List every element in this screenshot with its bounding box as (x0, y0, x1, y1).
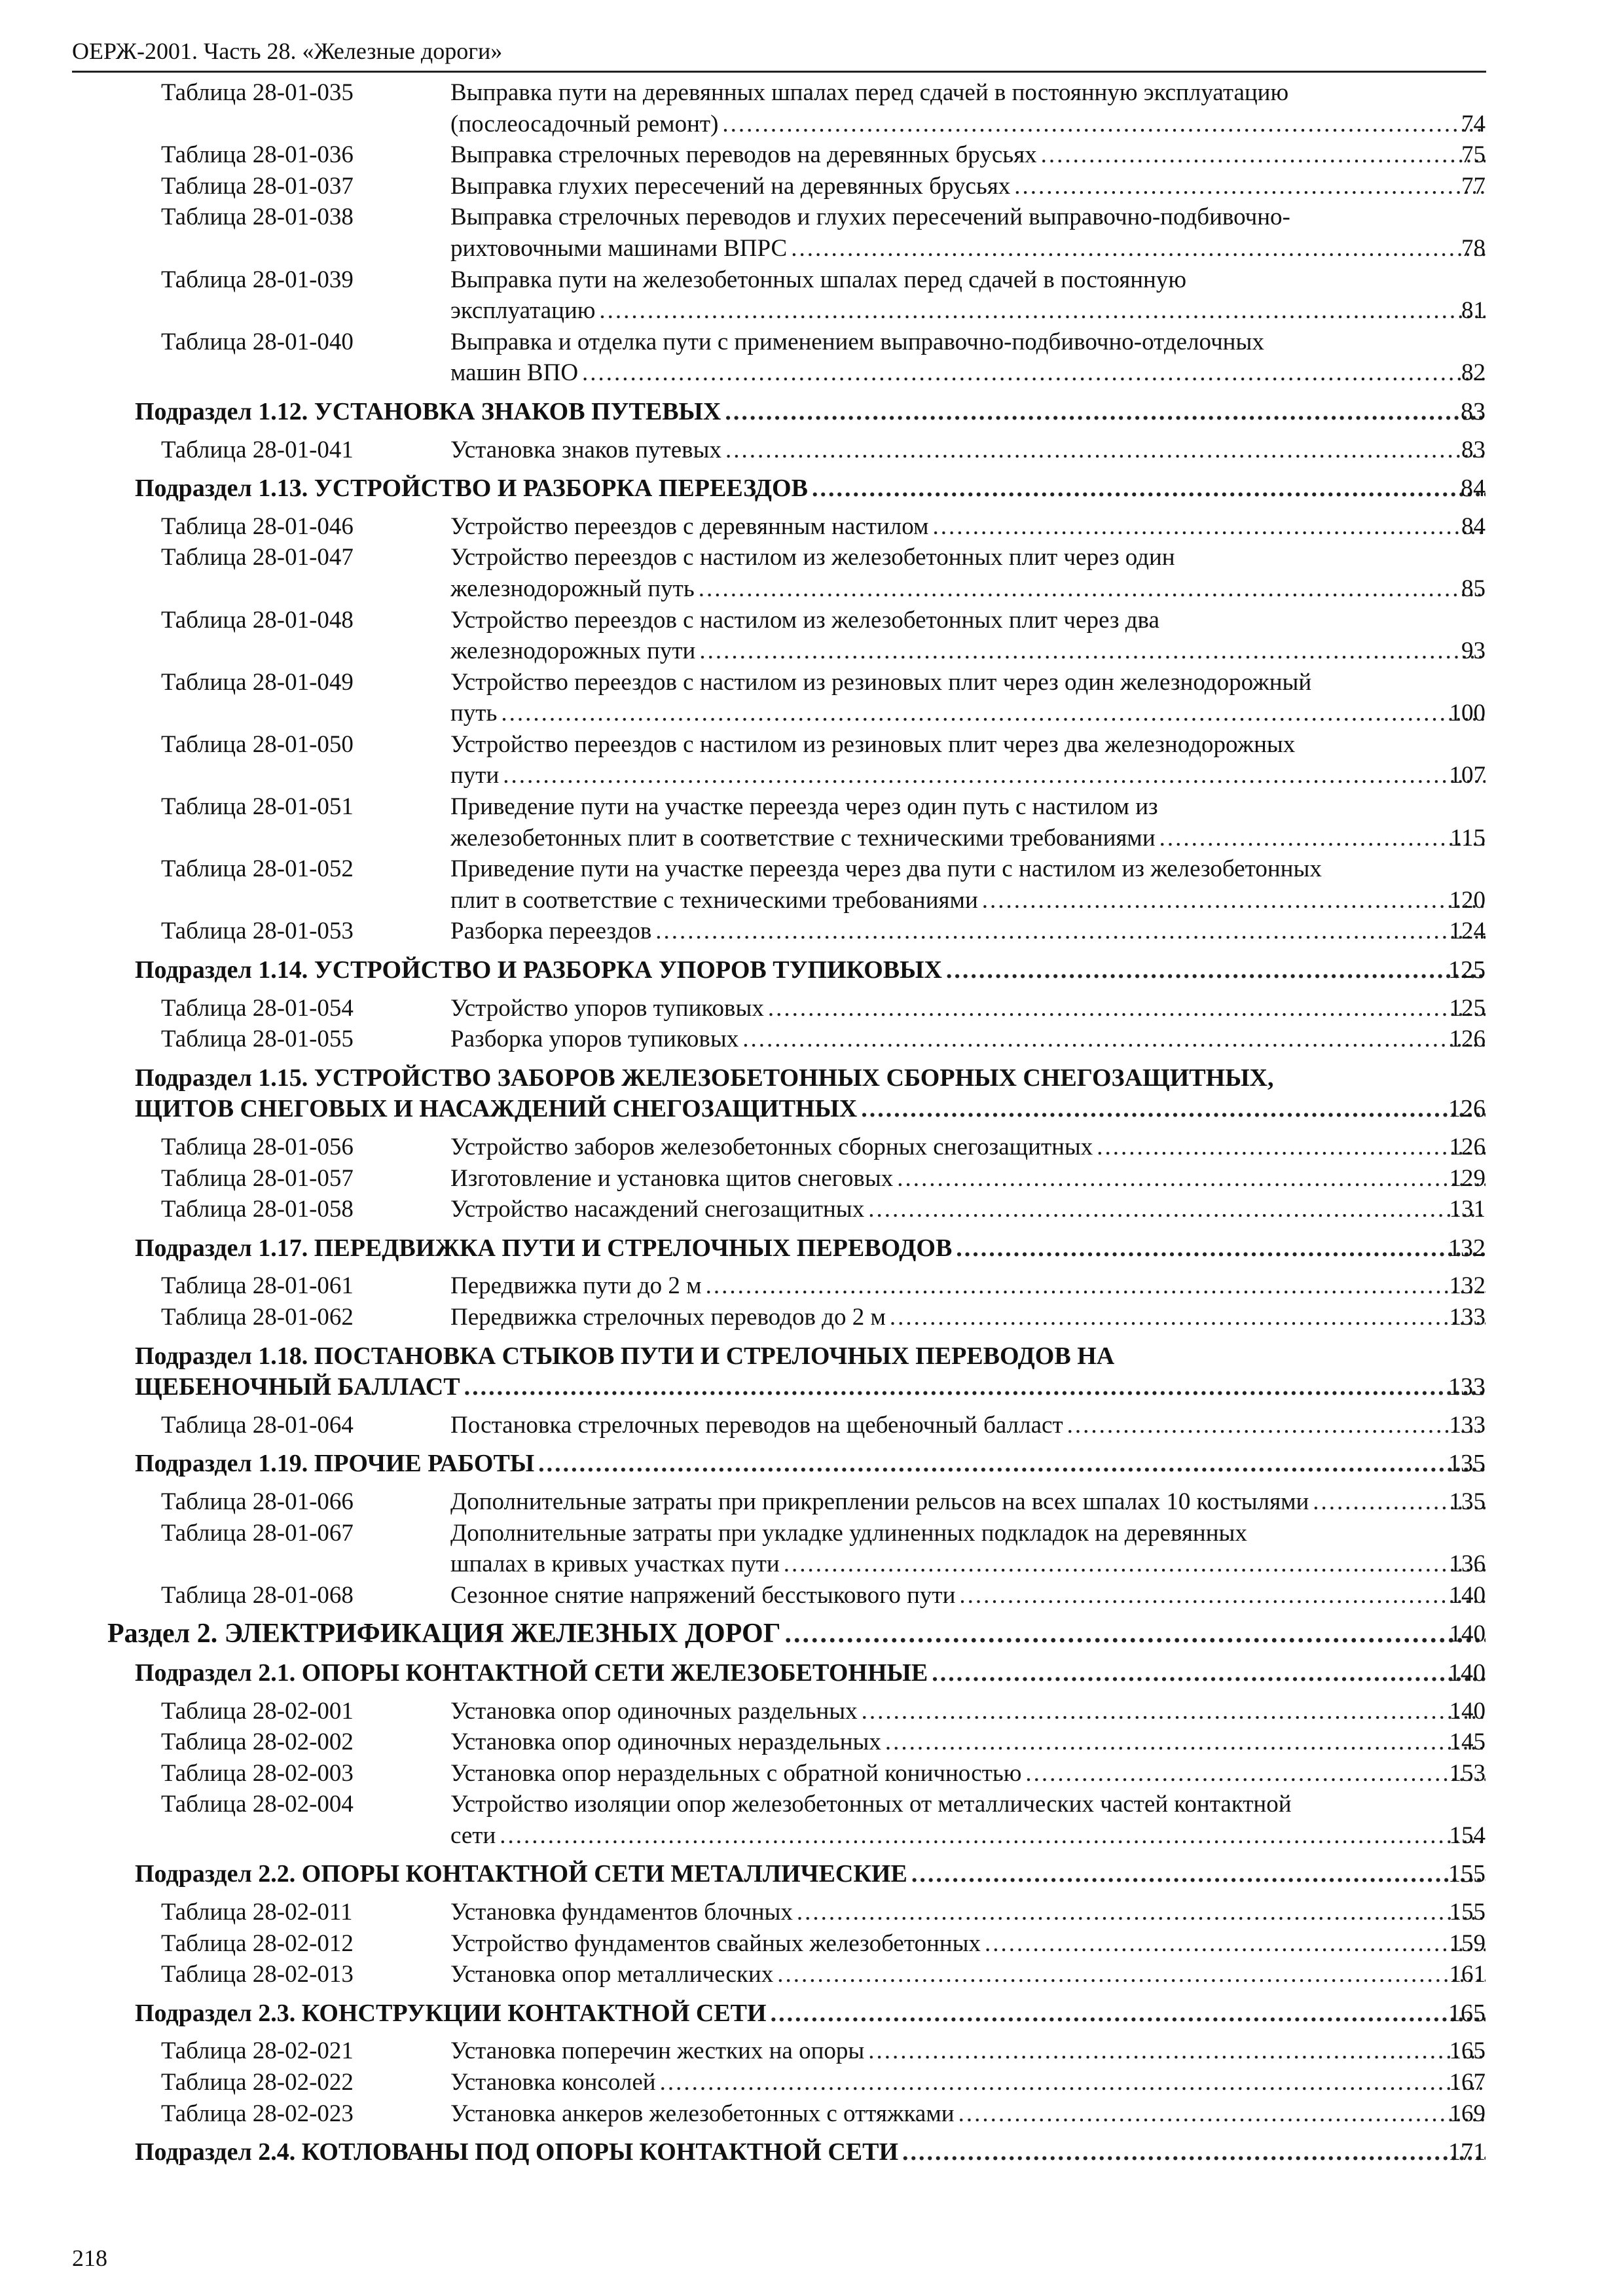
toc-title-line-1: Устройство переездов с настилом из резиновых плит через два железнодорожных (450, 730, 1296, 758)
toc-page-number: 107 (1449, 762, 1486, 789)
dot-leader (764, 993, 1486, 1024)
toc-subsection[interactable] (0, 1859, 1623, 1890)
toc-title-line-1: Подраздел 1.15. УСТРОЙСТВО ЗАБОРОВ ЖЕЛЕЗОБЕТОННЫХ СБОРНЫХ СНЕГОЗАЩИТНЫХ, (135, 1064, 1274, 1092)
toc-entry[interactable] (0, 1789, 1623, 1851)
toc-title: ЩЕБЕНОЧНЫЙ БАЛЛАСТ (135, 1373, 460, 1401)
dot-leader (773, 1959, 1486, 1990)
toc-page-number: 120 (1449, 886, 1486, 914)
dot-leader (651, 916, 1486, 947)
toc-title: Установка анкеров железобетонных с оттяжками (450, 2100, 955, 2127)
toc-page-number: 140 (1449, 1621, 1486, 1648)
toc-table-number: Таблица 28-01-066 (161, 1488, 354, 1515)
toc-entry[interactable] (0, 139, 1623, 171)
toc-entry[interactable] (0, 1696, 1623, 1727)
toc-title: железнодорожных пути (450, 637, 696, 665)
toc-table-number: Таблица 28-01-035 (161, 79, 354, 106)
dot-leader (942, 955, 1486, 986)
toc-page-number: 140 (1449, 1697, 1486, 1725)
toc-title: Передвижка пути до 2 м (450, 1272, 702, 1300)
dot-leader (893, 1163, 1486, 1194)
toc-entry[interactable] (0, 1758, 1623, 1789)
toc-entry[interactable] (0, 511, 1623, 543)
dot-leader (808, 473, 1486, 505)
toc-table-number: Таблица 28-01-038 (161, 204, 354, 231)
toc-entry[interactable] (0, 916, 1623, 947)
toc-table-number: Таблица 28-01-050 (161, 730, 354, 758)
toc-subsection[interactable] (0, 473, 1623, 505)
dot-leader (955, 1580, 1486, 1611)
toc-entry[interactable] (0, 171, 1623, 202)
toc-entry[interactable] (0, 1132, 1623, 1163)
toc-title: Подраздел 1.19. ПРОЧИЕ РАБОТЫ (135, 1450, 535, 1478)
toc-table-number: Таблица 28-01-036 (161, 141, 354, 169)
toc-table-number: Таблица 28-01-041 (161, 436, 354, 463)
toc-title-line-1: Приведение пути на участке переезда через два пути с настилом из железобетонных (450, 855, 1322, 883)
toc-subsection[interactable] (0, 1233, 1623, 1265)
toc-title: Устройство насаждений снегозащитных (450, 1196, 865, 1223)
toc-table-number: Таблица 28-02-021 (161, 2037, 354, 2065)
toc-table-number: Таблица 28-01-061 (161, 1272, 354, 1300)
toc-title-line-1: Выправка пути на деревянных шпалах перед сдачей в постоянную эксплуатацию (450, 79, 1289, 106)
toc-table-number: Таблица 28-01-051 (161, 793, 354, 821)
toc-title: Дополнительные затраты при прикреплении рельсов на всех шпалах 10 костылями (450, 1488, 1309, 1515)
dot-leader (695, 573, 1486, 605)
toc-table-number: Таблица 28-02-001 (161, 1697, 354, 1725)
dot-leader (496, 1820, 1486, 1852)
toc-title: железнодорожный путь (450, 575, 695, 602)
toc-page-number: 131 (1449, 1196, 1486, 1223)
toc-subsection[interactable] (0, 1341, 1623, 1403)
toc-page-number: 81 (1461, 297, 1486, 325)
dot-leader (858, 1696, 1486, 1727)
dot-leader (721, 397, 1486, 428)
toc-page-number: 154 (1449, 1821, 1486, 1849)
toc-entry[interactable] (0, 1163, 1623, 1194)
dot-leader (881, 1727, 1486, 1758)
toc-title: Подраздел 1.12. УСТАНОВКА ЗНАКОВ ПУТЕВЫХ (135, 397, 721, 425)
toc-page-number: 124 (1449, 918, 1486, 945)
toc-page-number: 165 (1448, 1999, 1486, 2027)
toc-page-number: 140 (1448, 1659, 1486, 1687)
toc-title: Выправка стрелочных переводов на деревянных брусьях (450, 141, 1037, 169)
toc-title: Подраздел 2.2. ОПОРЫ КОНТАКТНОЙ СЕТИ МЕТАЛЛИЧЕСКИЕ (135, 1860, 907, 1888)
toc-table-number: Таблица 28-01-039 (161, 266, 354, 293)
toc-title: эксплуатацию (450, 297, 596, 325)
toc-table-number: Таблица 28-02-022 (161, 2069, 354, 2096)
toc-title: Подраздел 2.1. ОПОРЫ КОНТАКТНОЙ СЕТИ ЖЕЛЕЗОБЕТОННЫЕ (135, 1659, 928, 1687)
toc-title: (послеосадочный ремонт) (450, 110, 719, 137)
toc-title: Постановка стрелочных переводов на щебеночный балласт (450, 1411, 1063, 1439)
toc-page-number: 93 (1461, 637, 1486, 665)
toc-page-number: 165 (1449, 2037, 1486, 2065)
toc-page-number: 75 (1461, 141, 1486, 169)
toc-section[interactable] (0, 1619, 1623, 1650)
toc-entry[interactable] (0, 2036, 1623, 2067)
toc-title: Разборка упоров тупиковых (450, 1026, 739, 1053)
toc-page-number: 167 (1449, 2069, 1486, 2096)
dot-leader (767, 1998, 1486, 2030)
toc-title: путь (450, 700, 498, 727)
dot-leader (857, 1094, 1486, 1125)
toc-entry[interactable] (0, 853, 1623, 916)
toc-title: Устройство переездов с деревянным настилом (450, 512, 929, 540)
toc-entry[interactable] (0, 435, 1623, 466)
toc-table-number: Таблица 28-01-052 (161, 855, 354, 883)
toc-page-number: 83 (1461, 436, 1486, 463)
toc-subsection[interactable] (0, 1998, 1623, 2030)
toc-page-number: 78 (1461, 234, 1486, 262)
toc-table-number: Таблица 28-01-053 (161, 918, 354, 945)
dot-leader (656, 2067, 1486, 2098)
toc-title-line-1: Подраздел 1.18. ПОСТАНОВКА СТЫКОВ ПУТИ И СТРЕЛОЧНЫХ ПЕРЕВОДОВ НА (135, 1342, 1115, 1370)
toc-title: Установка знаков путевых (450, 436, 721, 463)
toc-title-line-1: Устройство изоляции опор железобетонных от металлических частей контактной (450, 1791, 1292, 1818)
toc-page-number: 169 (1449, 2100, 1486, 2127)
toc-title-line-1: Приведение пути на участке переезда через один путь с настилом из (450, 793, 1158, 821)
toc-entry[interactable] (0, 264, 1623, 327)
dot-leader (928, 1658, 1486, 1689)
toc-table-number: Таблица 28-01-056 (161, 1134, 354, 1160)
toc-page-number: 136 (1449, 1551, 1486, 1578)
toc-entry[interactable] (0, 1518, 1623, 1580)
toc-page-number: 135 (1449, 1488, 1486, 1515)
toc-table-number: Таблица 28-01-049 (161, 668, 354, 696)
dot-leader (460, 1372, 1486, 1403)
toc-title-line-1: Дополнительные затраты при укладке удлиненных подкладок на деревянных (450, 1519, 1247, 1547)
toc-subsection[interactable] (0, 1658, 1623, 1689)
toc-entry[interactable] (0, 1959, 1623, 1990)
toc-table-number: Таблица 28-01-047 (161, 544, 354, 571)
dot-leader (780, 1619, 1486, 1650)
toc-page-number: 115 (1450, 824, 1486, 852)
toc-page-number: 125 (1448, 956, 1486, 984)
dot-leader (787, 233, 1486, 264)
toc-entry[interactable] (0, 2098, 1623, 2130)
toc-entry[interactable] (0, 542, 1623, 604)
toc-entry[interactable] (0, 1727, 1623, 1758)
toc-page-number: 161 (1449, 1961, 1486, 1988)
toc-page-number: 84 (1461, 475, 1486, 503)
toc-title-line-1: Выправка стрелочных переводов и глухих пересечений выправочно-подбивочно- (450, 204, 1290, 231)
toc-entry[interactable] (0, 993, 1623, 1024)
toc-table-number: Таблица 28-01-057 (161, 1164, 354, 1192)
toc-page-number: 140 (1449, 1581, 1486, 1609)
toc-entry[interactable] (0, 605, 1623, 667)
toc-title: Подраздел 2.4. КОТЛОВАНЫ ПОД ОПОРЫ КОНТАКТНОЙ СЕТИ (135, 2138, 899, 2166)
dot-leader (721, 435, 1486, 466)
toc-page-number: 171 (1448, 2138, 1486, 2166)
toc-page-number: 133 (1449, 1303, 1486, 1331)
toc-title: Подраздел 2.3. КОНСТРУКЦИИ КОНТАКТНОЙ СЕТИ (135, 1999, 767, 2027)
toc-entry[interactable] (0, 729, 1623, 791)
toc-entry[interactable] (0, 1928, 1623, 1960)
toc-subsection[interactable] (0, 1448, 1623, 1480)
toc-page-number: 85 (1461, 575, 1486, 602)
toc-table-number: Таблица 28-02-011 (161, 1899, 353, 1926)
toc-title-line-1: Устройство переездов с настилом из железобетонных плит через один (450, 544, 1175, 571)
toc-page-number: 82 (1461, 359, 1486, 387)
dot-leader (793, 1897, 1486, 1928)
toc-table-number: Таблица 28-01-068 (161, 1581, 354, 1609)
toc-table-number: Таблица 28-01-046 (161, 512, 354, 540)
toc-table-number: Таблица 28-01-048 (161, 606, 354, 634)
dot-leader (864, 2036, 1486, 2067)
toc-table-number: Таблица 28-02-013 (161, 1961, 354, 1988)
dot-leader (695, 636, 1486, 667)
toc-table-number: Таблица 28-01-067 (161, 1519, 354, 1547)
toc-entry[interactable] (0, 1302, 1623, 1333)
toc-title: Установка опор одиночных раздельных (450, 1697, 858, 1725)
toc-title: пути (450, 762, 500, 789)
dot-leader (595, 295, 1486, 327)
toc-title-line-1: Выправка пути на железобетонных шпалах перед сдачей в постоянную (450, 266, 1186, 293)
toc-entry[interactable] (0, 791, 1623, 853)
dot-leader (955, 2098, 1486, 2130)
toc-page-number: 126 (1449, 1026, 1486, 1053)
toc-title: Разборка переездов (450, 918, 652, 945)
toc-title: Установка фундаментов блочных (450, 1899, 793, 1926)
toc-title: шпалах в кривых участках пути (450, 1551, 780, 1578)
toc-entry[interactable] (0, 1194, 1623, 1225)
toc-title-line-1: Устройство переездов с настилом из резиновых плит через один железнодорожный (450, 668, 1312, 696)
toc-page-number: 135 (1448, 1450, 1486, 1478)
toc-table-number: Таблица 28-01-037 (161, 172, 354, 200)
toc-page-number: 133 (1449, 1411, 1486, 1439)
toc-entry[interactable] (0, 327, 1623, 389)
toc-title: ЩИТОВ СНЕГОВЫХ И НАСАЖДЕНИЙ СНЕГОЗАЩИТНЫХ (135, 1095, 858, 1123)
dot-leader (499, 760, 1486, 791)
toc-title: рихтовочными машинами ВПРС (450, 234, 788, 262)
dot-leader (702, 1270, 1486, 1302)
toc-table-number: Таблица 28-02-002 (161, 1729, 354, 1756)
toc-page-number: 77 (1461, 172, 1486, 200)
toc-title-line-1: Выправка и отделка пути с применением выправочно-подбивочно-отделочных (450, 328, 1264, 355)
toc-page-number: 125 (1449, 994, 1486, 1022)
toc-page-number: 84 (1461, 512, 1486, 540)
toc-entry[interactable] (0, 1410, 1623, 1441)
toc-title: Подраздел 1.14. УСТРОЙСТВО И РАЗБОРКА УПОРОВ ТУПИКОВЫХ (135, 956, 942, 984)
toc-entry[interactable] (0, 1580, 1623, 1611)
dot-leader (578, 357, 1486, 389)
dot-leader (952, 1233, 1486, 1265)
toc-entry[interactable] (0, 1024, 1623, 1055)
toc-title: Устройство заборов железобетонных сборных снегозащитных (450, 1134, 1093, 1160)
toc-page-number: 159 (1449, 1929, 1486, 1957)
toc-subsection[interactable] (0, 955, 1623, 986)
toc-title: Установка поперечин жестких на опоры (450, 2037, 865, 2065)
toc-page-number: 145 (1449, 1729, 1486, 1756)
toc-title: сети (450, 1821, 496, 1849)
toc-table-number: Таблица 28-01-040 (161, 328, 354, 355)
toc-title: Передвижка стрелочных переводов до 2 м (450, 1303, 886, 1331)
dot-leader (898, 2137, 1486, 2168)
dot-leader (928, 511, 1486, 543)
toc-entry[interactable] (0, 1897, 1623, 1928)
toc-entry[interactable] (0, 77, 1623, 139)
toc-page-number: 100 (1449, 700, 1486, 727)
toc-page-number: 74 (1461, 110, 1486, 137)
toc-subsection[interactable] (0, 2137, 1623, 2168)
toc-title: Изготовление и установка щитов снеговых (450, 1164, 894, 1192)
dot-leader (739, 1024, 1486, 1055)
header-rule (72, 71, 1486, 73)
toc-table-number: Таблица 28-01-064 (161, 1411, 354, 1439)
toc-title-line-1: Устройство переездов с настилом из железобетонных плит через два (450, 606, 1159, 634)
toc-page-number: 126 (1448, 1095, 1486, 1123)
toc-entry[interactable] (0, 2067, 1623, 2098)
toc-table-number: Таблица 28-01-062 (161, 1303, 354, 1331)
toc-title: Подраздел 1.17. ПЕРЕДВИЖКА ПУТИ И СТРЕЛОЧНЫХ ПЕРЕВОДОВ (135, 1234, 953, 1262)
toc-table-number: Таблица 28-02-023 (161, 2100, 354, 2127)
toc-entry[interactable] (0, 667, 1623, 729)
toc-title: железобетонных плит в соответствие с техническими требованиями (450, 824, 1156, 852)
toc-page-number: 155 (1449, 1899, 1486, 1926)
dot-leader (497, 698, 1486, 729)
toc-title: Установка опор металлических (450, 1961, 774, 1988)
dot-leader (907, 1859, 1486, 1890)
toc-title: Устройство упоров тупиковых (450, 994, 764, 1022)
toc-page-number: 126 (1449, 1134, 1486, 1160)
toc-title: Установка опор одиночных нераздельных (450, 1729, 881, 1756)
toc-subsection[interactable] (0, 397, 1623, 428)
toc-table-number: Таблица 28-02-003 (161, 1759, 354, 1787)
running-header: ОЕРЖ-2001. Часть 28. «Железные дороги» (72, 38, 503, 64)
toc-table-number: Таблица 28-02-012 (161, 1929, 354, 1957)
dot-leader (718, 109, 1486, 140)
toc-title: Сезонное снятие напряжений бесстыкового пути (450, 1581, 956, 1609)
dot-leader (886, 1302, 1486, 1333)
toc-title: Установка опор нераздельных с обратной коничностью (450, 1759, 1022, 1787)
toc-title: Раздел 2. ЭЛЕКТРИФИКАЦИЯ ЖЕЛЕЗНЫХ ДОРОГ (107, 1619, 781, 1649)
toc-title: машин ВПО (450, 359, 579, 387)
toc-title: плит в соответствие с техническими требованиями (450, 886, 978, 914)
toc-page-number: 155 (1448, 1860, 1486, 1888)
toc-entry[interactable] (0, 202, 1623, 264)
page-number: 218 (72, 2245, 107, 2271)
toc-title: Установка консолей (450, 2069, 656, 2096)
toc-page-number: 132 (1448, 1234, 1486, 1262)
dot-leader (780, 1549, 1486, 1580)
toc-table-number: Таблица 28-02-004 (161, 1791, 354, 1818)
toc-page-number: 83 (1461, 397, 1486, 425)
toc-title: Устройство фундаментов свайных железобетонных (450, 1929, 981, 1957)
toc-title: Подраздел 1.13. УСТРОЙСТВО И РАЗБОРКА ПЕРЕЕЗДОВ (135, 475, 808, 503)
dot-leader (534, 1448, 1486, 1480)
toc-subsection[interactable] (0, 1063, 1623, 1125)
dot-leader (864, 1194, 1486, 1225)
toc-table-number: Таблица 28-01-058 (161, 1196, 354, 1223)
table-of-contents (0, 77, 1623, 2175)
toc-page-number: 132 (1449, 1272, 1486, 1300)
toc-table-number: Таблица 28-01-055 (161, 1026, 354, 1053)
toc-table-number: Таблица 28-01-054 (161, 994, 354, 1022)
toc-page-number: 153 (1449, 1759, 1486, 1787)
toc-page-number: 129 (1449, 1164, 1486, 1192)
toc-title: Выправка глухих пересечений на деревянных брусьях (450, 172, 1011, 200)
toc-page-number: 133 (1448, 1373, 1486, 1401)
toc-entry[interactable] (0, 1486, 1623, 1518)
toc-entry[interactable] (0, 1270, 1623, 1302)
